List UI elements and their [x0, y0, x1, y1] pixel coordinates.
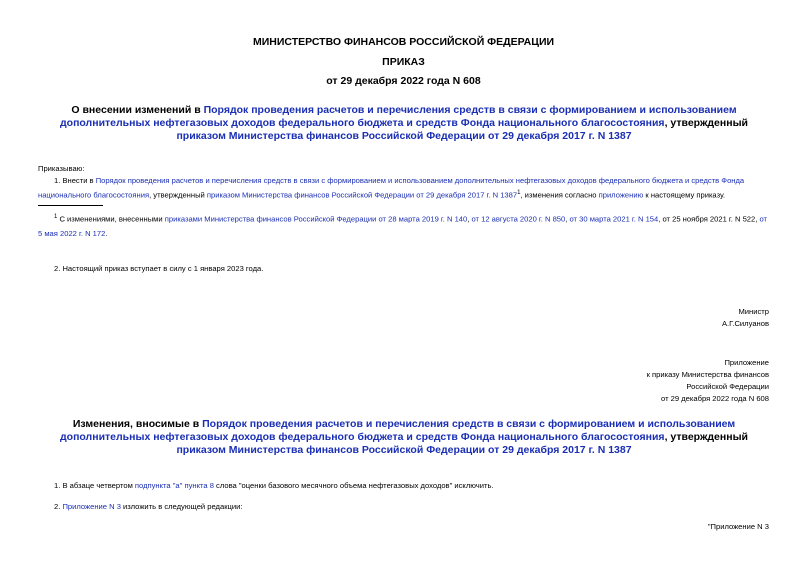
intro-text: Приказываю:	[38, 164, 85, 173]
change-2-prefix: 2.	[54, 502, 63, 511]
footnote-sep-2: ,	[565, 214, 570, 224]
paragraph-1-link-appendix[interactable]: приложению	[598, 190, 644, 200]
change-2-link-appendix-3[interactable]: Приложение N 3	[62, 502, 121, 511]
paragraph-1	[38, 175, 770, 202]
footnote-mark: 1	[54, 214, 58, 220]
appendix-ref-line-4: от 29 декабря 2022 года N 608	[661, 394, 769, 403]
order-title	[34, 104, 774, 143]
paragraph-1-prefix: 1. Внести в	[54, 176, 96, 185]
order-title-link-procedure[interactable]: Порядок проведения расчетов и перечисления средств в связи с формированием и использованием дополнительных нефтегазовых доходов федерального бюджета и средств Фонда национального благосостояния	[59, 104, 737, 129]
order-title-prefix: О внесении изменений в	[71, 104, 204, 116]
paragraph-1-link-order[interactable]: приказом Министерства финансов Российской Федерации от 29 декабря 2017 г. N 1387	[206, 190, 518, 200]
paragraph-1-middle: , утвержденный	[149, 190, 207, 200]
footnote-divider	[38, 205, 103, 206]
appendix-ref-line-3: Российской Федерации	[686, 382, 769, 391]
footnote	[38, 210, 770, 241]
signature-role: Министр	[738, 307, 769, 316]
appendix-ref-line-2: к приказу Министерства финансов	[646, 370, 769, 379]
doc-date-number: от 29 декабря 2022 года N 608	[326, 75, 481, 87]
footnote-end: .	[105, 228, 108, 238]
order-title-middle: , утвержденный	[664, 117, 748, 129]
change-1-link-subitem[interactable]: подпункта "а" пункта 8	[134, 481, 214, 490]
footnote-ref[interactable]: 1	[517, 190, 521, 196]
paragraph-1-rest: , изменения согласно	[520, 190, 599, 200]
paragraph-1-end: к настоящему приказу.	[643, 190, 726, 200]
change-1-rest: слова "оценки базового месячного объема нефтегазовых доходов" исключить.	[213, 481, 494, 490]
change-1-prefix: 1. В абзаце четвертом	[54, 481, 135, 490]
footnote-link-2020[interactable]: от 12 августа 2020 г. N 850	[471, 214, 566, 224]
footnote-sep-3: , от 25 ноября 2021 г. N 522,	[658, 214, 760, 224]
signature-name: А.Г.Силуанов	[721, 319, 769, 328]
order-title-link-order[interactable]: приказом Министерства финансов Российской Федерации от 29 декабря 2017 г. N 1387	[176, 130, 632, 142]
ministry-heading: МИНИСТЕРСТВО ФИНАНСОВ РОССИЙСКОЙ ФЕДЕРАЦИИ	[252, 36, 555, 48]
footnote-link-orders[interactable]: приказами Министерства финансов Российской Федерации от 28 марта 2019 г. N 140	[164, 214, 468, 224]
footnote-sep-1: ,	[467, 214, 472, 224]
change-2-rest: изложить в следующей редакции:	[120, 502, 243, 511]
changes-title-prefix: Изменения, вносимые в	[72, 418, 203, 430]
changes-title-link-procedure[interactable]: Порядок проведения расчетов и перечисления средств в связи с формированием и использованием дополнительных нефтегазовых доходов федерального бюджета и средств Фонда национального благосостояния	[59, 418, 736, 443]
footnote-link-2021[interactable]: от 30 марта 2021 г. N 154	[569, 214, 659, 224]
change-1	[54, 480, 494, 492]
changes-title-middle: , утвержденный	[664, 431, 748, 443]
changes-title	[34, 418, 774, 457]
footnote-link-2022[interactable]: от 5 мая 2022 г. N 172	[38, 214, 768, 238]
doc-type-heading: ПРИКАЗ	[382, 56, 425, 68]
change-2	[54, 501, 242, 513]
paragraph-1-link-procedure[interactable]: Порядок проведения расчетов и перечисления средств в связи с формированием и использованием дополнительных нефтегазовых доходов федерального бюджета и средств Фонда национального благосостояния	[38, 176, 745, 200]
paragraph-2: 2. Настоящий приказ вступает в силу с 1 января 2023 года.	[54, 264, 264, 273]
changes-title-link-order[interactable]: приказом Министерства финансов Российской Федерации от 29 декабря 2017 г. N 1387	[176, 444, 632, 456]
appendix-3-quote: "Приложение N 3	[707, 522, 769, 531]
appendix-ref-line-1: Приложение	[724, 358, 769, 367]
footnote-prefix: С изменениями, внесенными	[57, 214, 165, 224]
